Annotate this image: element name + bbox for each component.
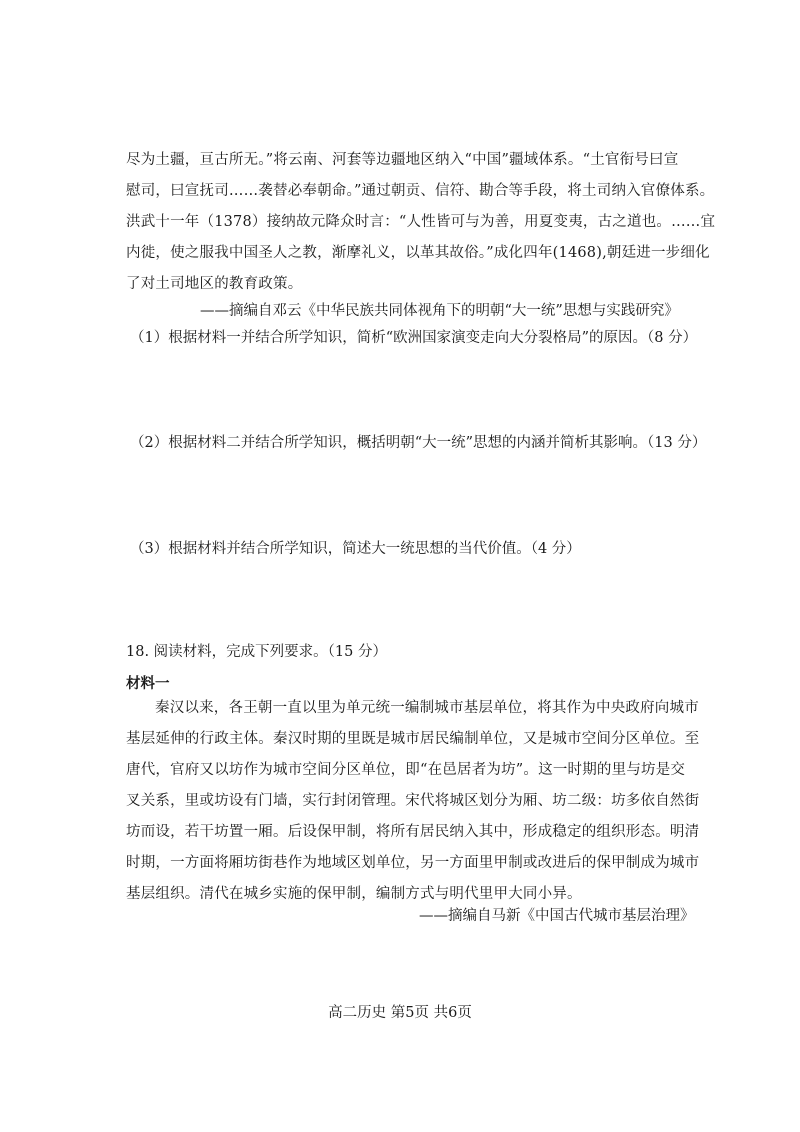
question-3: （3）根据材料并结合所学知识，简述大一统思想的当代价值。（4 分） xyxy=(130,541,581,557)
material2-line: 内徙，使之服我中国圣人之教，渐摩礼义，以革其故俗。”成化四年(1468),朝廷进一步细化 xyxy=(126,245,710,261)
material2-line: 了对土司地区的教育政策。 xyxy=(126,276,303,292)
material1-source: ——摘编自马新《中国古代城市基层治理》 xyxy=(419,908,695,924)
question-1: （1）根据材料一并结合所学知识，简析“欧洲国家演变走向大分裂格局”的原因。（8 分） xyxy=(130,330,698,346)
material1-text xyxy=(126,693,700,910)
material1-label: 材料一 xyxy=(126,676,170,692)
material2-line: 尽为土疆，亘古所无。”将云南、河套等边疆地区纳入“中国”疆域体系。“土官衔号曰宣 xyxy=(126,152,679,168)
material1-line: 基层组织。清代在城乡实施的保甲制，编制方式与明代里甲大同小异。 xyxy=(126,886,582,902)
material1-line: 叉关系，里或坊设有门墙，实行封闭管理。宋代将城区划分为厢、坊二级：坊多依自然街 xyxy=(126,793,700,809)
material2-text xyxy=(126,145,716,300)
material1-line: 坊而设，若干坊置一厢。后设保甲制，将所有居民纳入其中，形成稳定的组织形态。明清 xyxy=(126,824,700,840)
page-footer: 高二历史 第5页 共6页 xyxy=(328,1005,472,1021)
material1-line: 时期，一方面将厢坊街巷作为地域区划单位，另一方面里甲制或改进后的保甲制成为城市 xyxy=(126,855,700,871)
question-18-title: 18. 阅读材料，完成下列要求。（15 分） xyxy=(126,644,387,660)
material1-line: 秦汉以来，各王朝一直以里为单元统一编制城市基层单位，将其作为中央政府向城市 xyxy=(155,700,699,716)
question-2: （2）根据材料二并结合所学知识，概括明朝“大一统”思想的内涵并简析其影响。（13 分） xyxy=(130,435,707,451)
material1-line: 基层延伸的行政主体。秦汉时期的里既是城市居民编制单位，又是城市空间分区单位。至 xyxy=(126,731,700,747)
material2-source: ——摘编自邓云《中华民族共同体视角下的明朝“大一统”思想与实践研究》 xyxy=(200,303,679,319)
material2-line: 洪武十一年（1378）接纳故元降众时言：“人性皆可与为善，用夏变夷，古之道也。……宜 xyxy=(126,214,716,230)
material1-line: 唐代，官府又以坊作为城市空间分区单位，即“在邑居者为坊”。这一时期的里与坊是交 xyxy=(126,762,686,778)
material2-line: 慰司，曰宣抚司……袭替必奉朝命。”通过朝贡、信符、勘合等手段，将土司纳入官僚体系。 xyxy=(126,183,715,199)
